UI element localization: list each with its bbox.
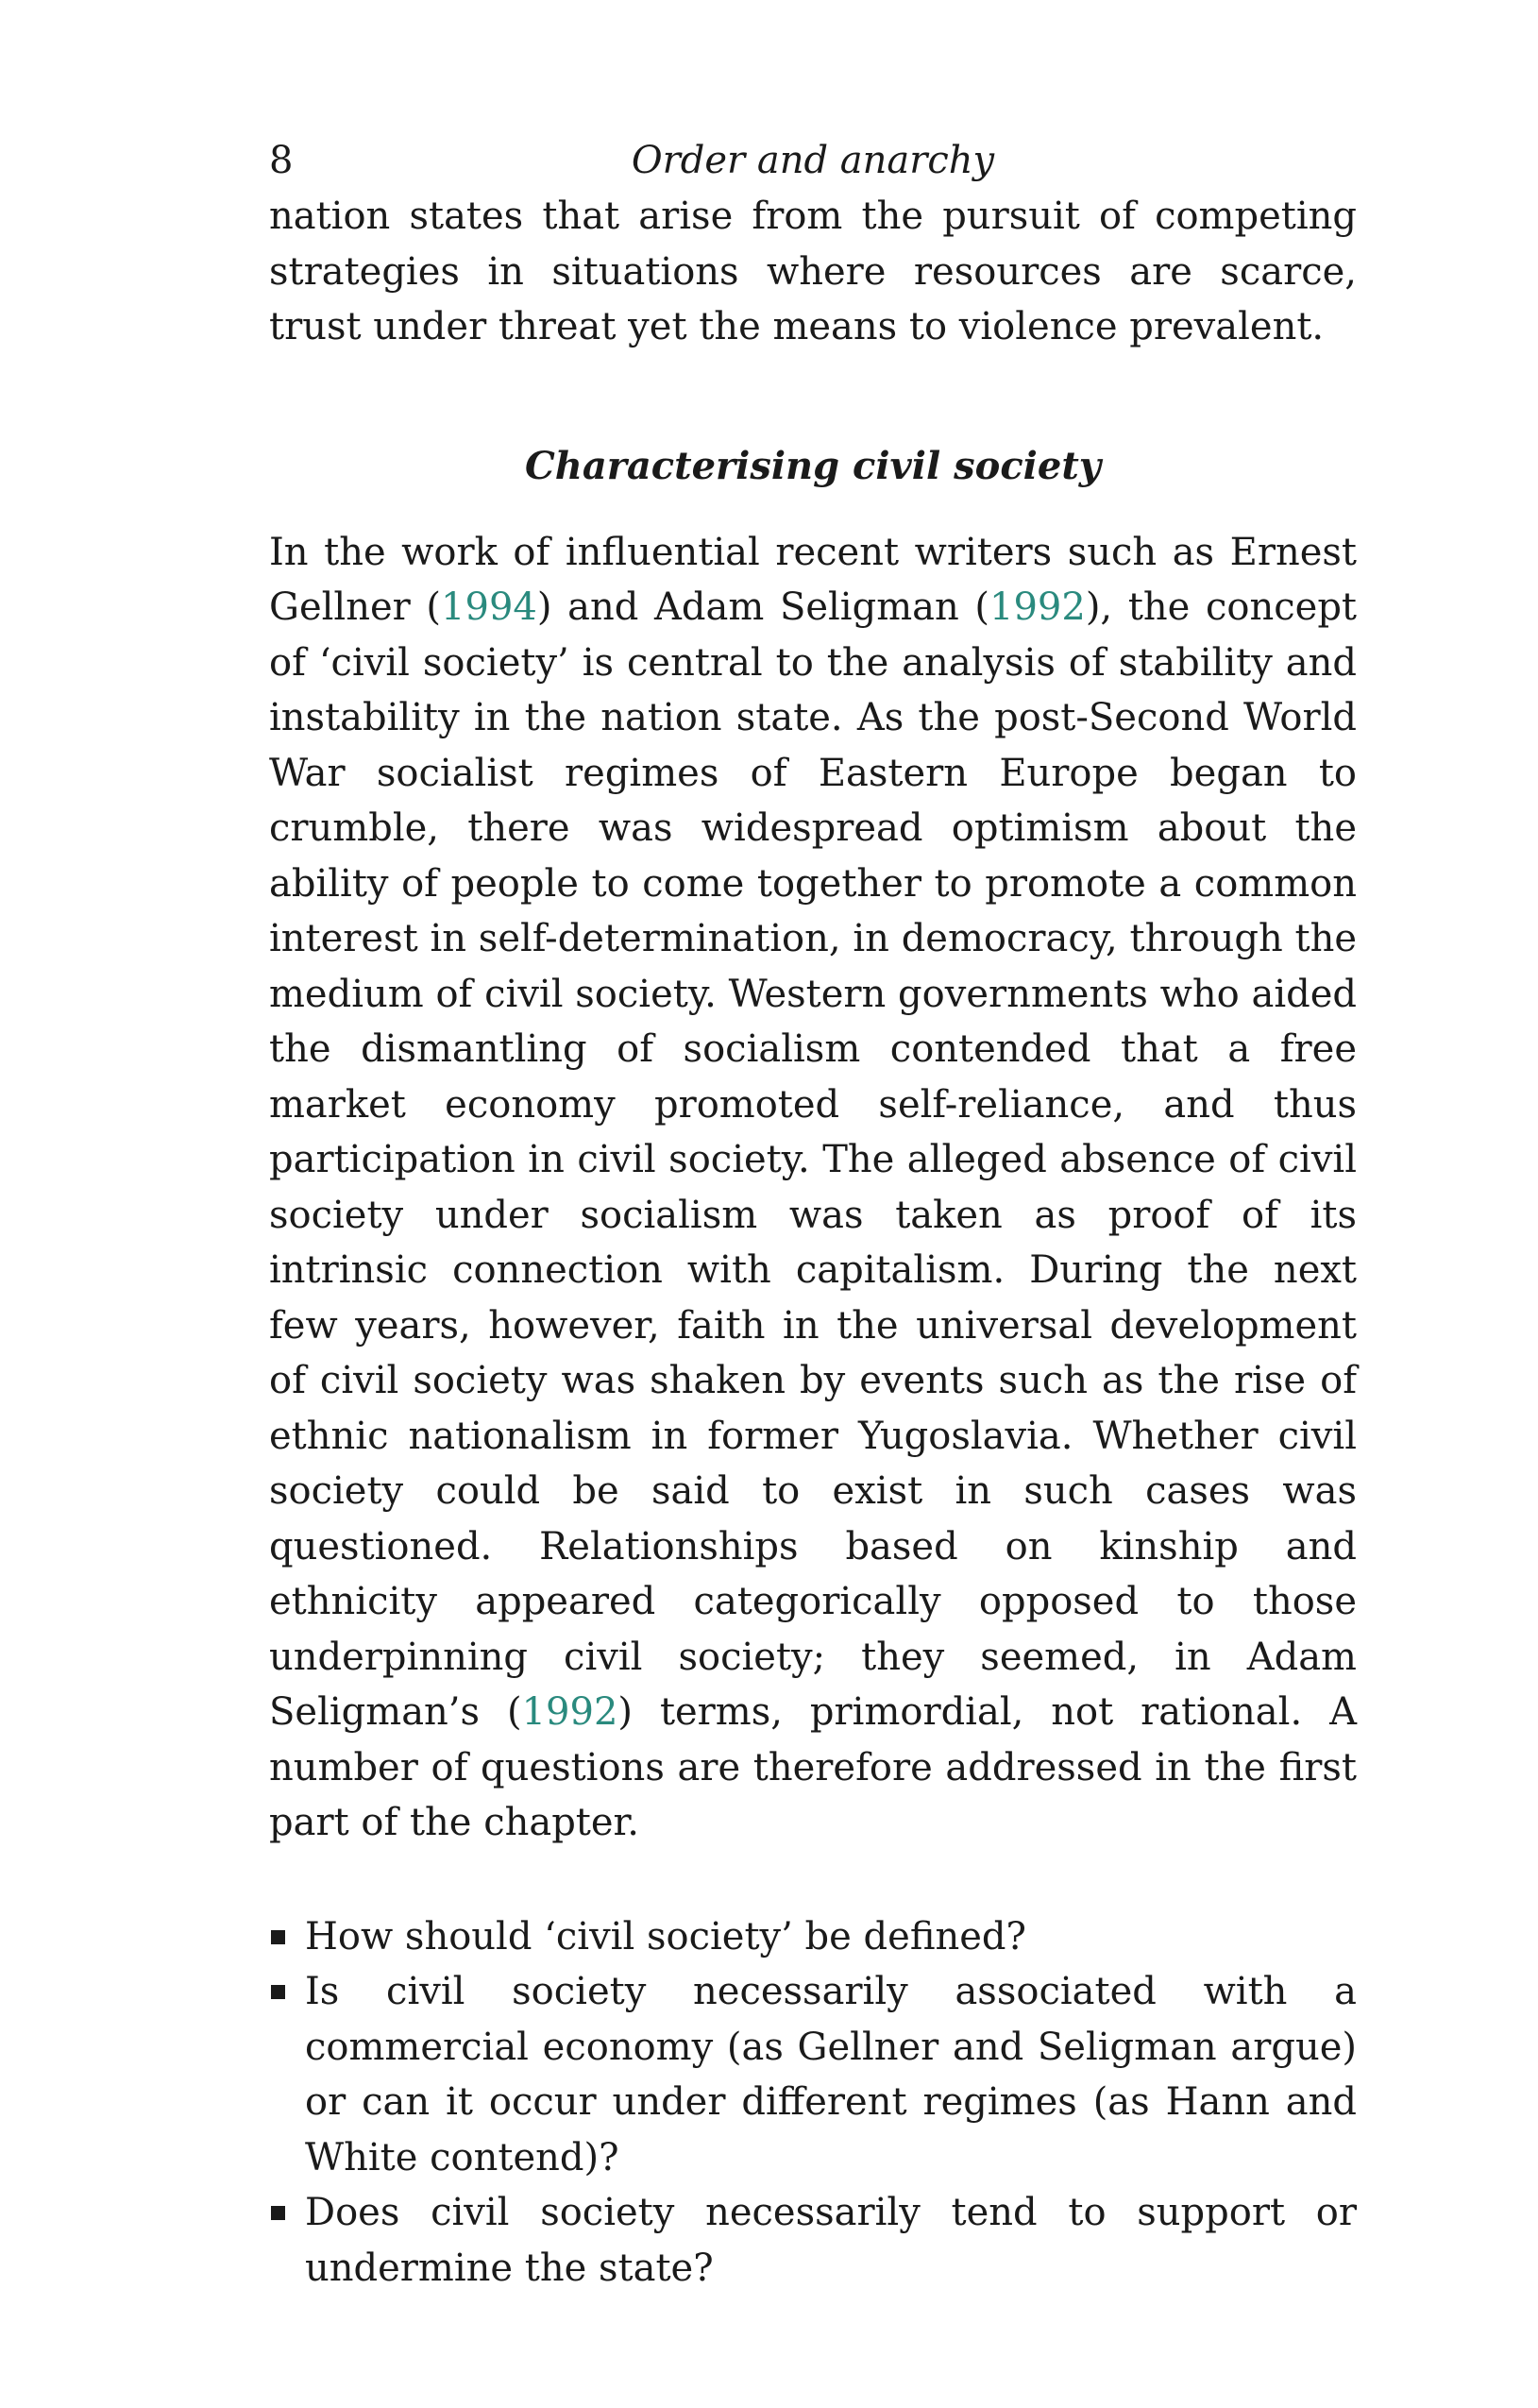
section-body-paragraph [269,525,1357,1851]
running-head [269,132,1357,189]
body-text-segment: In the work of influential recent writers such as Ernest Gellner ( [269,530,1357,629]
citation-link-seligman-1992-second[interactable]: 1992 [521,1690,618,1734]
book-page [269,132,1357,2296]
question-list [269,1909,1357,2297]
question-text: Is civil society necessarily associated with a commercial economy (as Gellner and Seligman argue) or can it occur under different regimes (as Hann and White contend)? [305,1970,1357,2179]
square-bullet-icon [271,2206,285,2220]
page-number: 8 [269,139,294,182]
question-text: How should ‘civil society’ be defined? [305,1914,1026,1959]
body-text-segment: ) and Adam Seligman ( [536,585,990,629]
citation-link-gellner-1994[interactable]: 1994 [441,585,537,629]
question-text: Does civil society necessarily tend to support or undermine the state? [305,2191,1357,2290]
list-item [269,1909,1357,1965]
body-text-segment: ) terms, primordial, not rational. A number of questions are therefore addressed in the first part of the chapter. [269,1690,1357,1844]
citation-link-seligman-1992[interactable]: 1992 [989,585,1086,629]
square-bullet-icon [271,1985,285,1999]
running-title: Order and anarchy [631,139,995,182]
section-heading: Characterising civil society [524,443,1102,488]
square-bullet-icon [271,1930,285,1944]
list-item [269,2185,1357,2296]
list-item [269,1964,1357,2185]
intro-paragraph: nation states that arise from the pursuit of competing strategies in situations where resources are scarce, trust under threat yet the means to violence prevalent. [269,195,1357,348]
body-text-segment: ), the concept of ‘civil society’ is central to the analysis of stability and instability in the nation state. As the post-Second World War socialist regimes of Eastern Europe began to crumble, there was widespread optimism about the ability of people to come together to promote a common interest in self-determination, in democracy, through the medium of civil society. Western governments who aided the dismantling of socialism contended that a free market economy promoted self-reliance, and thus participation in civil society. The alleged absence of civil society under socialism was taken as proof of its intrinsic connection with capitalism. During the next few years, however, faith in the universal development of civil society was shaken by events such as the rise of ethnic nationalism in former Yugoslavia. Whether civil society could be said to exist in such cases was questioned. Relationships based on kinship and ethnicity appeared categorically opposed to those underpinning civil society; they seemed, in Adam Seligman’s ( [269,585,1357,1734]
